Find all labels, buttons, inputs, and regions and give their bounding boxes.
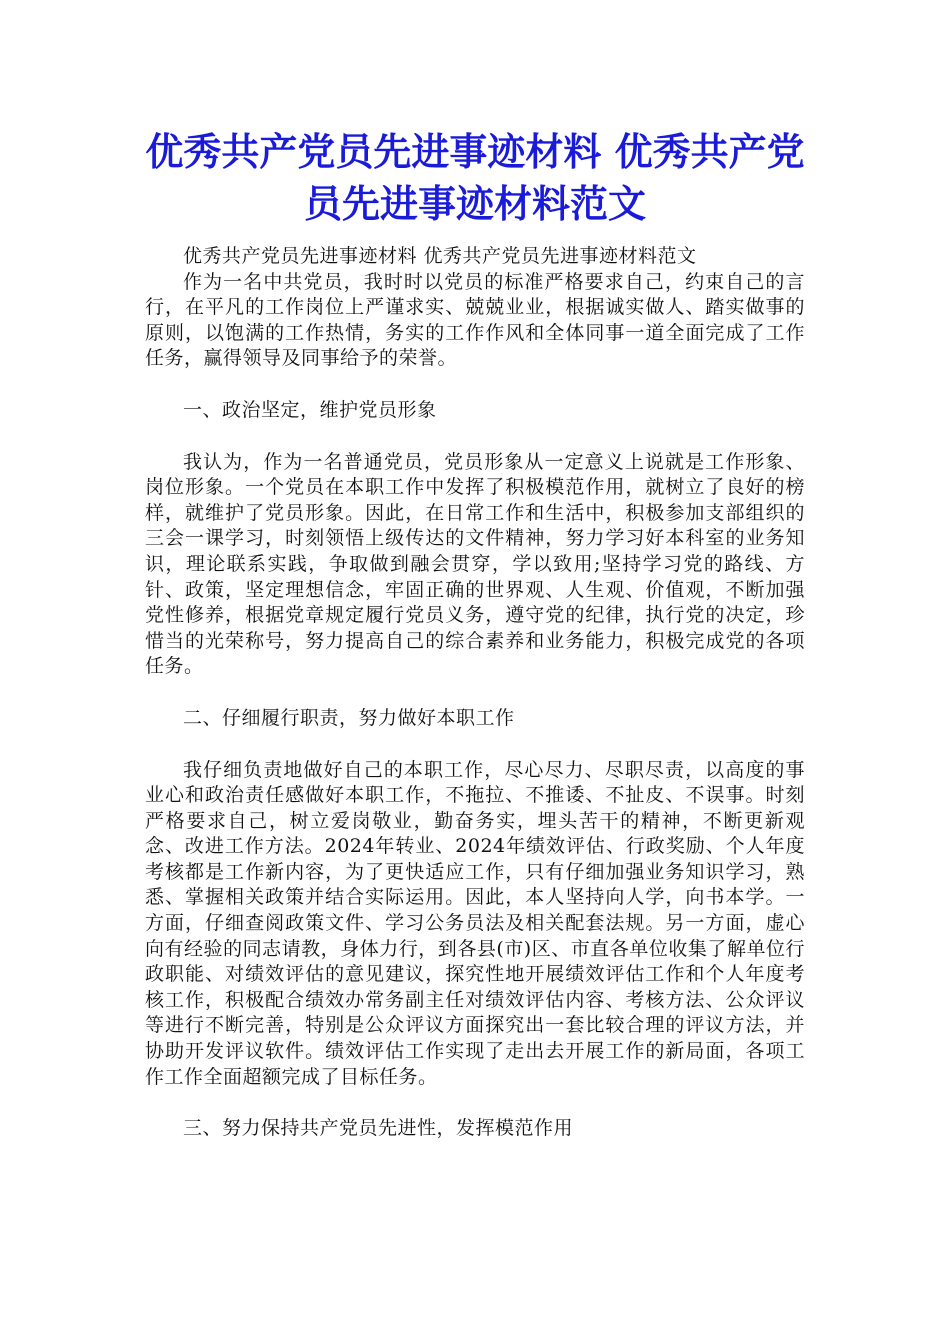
section-heading-1: 一、政治坚定，维护党员形象 — [183, 398, 437, 421]
intro-paragraph: 作为一名中共党员，我时时以党员的标准严格要求自己，约束自己的言行，在平凡的工作岗位上严谨求实、兢兢业业，根据诚实做人、踏实做事的原则，以饱满的工作热情，务实的工作作风和全体同事一道全面完成了工作任务，赢得领导及同事给予的荣誉。 — [145, 270, 805, 370]
section-paragraph-2: 我仔细负责地做好自己的本职工作，尽心尽力、尽职尽责，以高度的事业心和政治责任感做好本职工作，不拖拉、不推诿、不扯皮、不误事。时刻严格要求自己，树立爱岗敬业，勤奋务实，埋头苦干的精神，不断更新观念、改进工作方法。2024年转业、2024年绩效评估、行政奖励、个人年度考核都是工作新内容，为了更快适应工作，只有仔细加强业务知识学习，熟悉、掌握相关政策并结合实际运用。因此，本人坚持向人学，向书本学。一方面，仔细查阅政策文件、学习公务员法及相关配套法规。另一方面，虚心向有经验的同志请教，身体力行，到各县(市)区、市直各单位收集了解单位行政职能、对绩效评估的意见建议，探究性地开展绩效评估工作和个人年度考核工作，积极配合绩效办常务副主任对绩效评估内容、考核方法、公众评议等进行不断完善，特别是公众评议方面探究出一套比较合理的评议方法，并协助开发评议软件。绩效评估工作实现了走出去开展工作的新局面，各项工作工作全面超额完成了目标任务。 — [145, 758, 805, 1088]
section-paragraph-1: 我认为，作为一名普通党员，党员形象从一定意义上说就是工作形象、岗位形象。一个党员在本职工作中发挥了积极模范作用，就树立了良好的榜样，就维护了党员形象。因此，在日常工作和生活中，积极参加支部组织的三会一课学习，时刻领悟上级传达的文件精神，努力学习好本科室的业务知识，理论联系实践，争取做到融会贯穿，学以致用;坚持学习党的路线、方针、政策，坚定理想信念，牢固正确的世界观、人生观、价值观，不断加强党性修养，根据党章规定履行党员义务，遵守党的纪律，执行党的决定，珍惜当的光荣称号，努力提高自己的综合素养和业务能力，积极完成党的各项任务。 — [145, 450, 805, 678]
intro-line: 优秀共产党员先进事迹材料 优秀共产党员先进事迹材料范文 — [183, 245, 697, 267]
document-title: 优秀共产党员先进事迹材料 优秀共产党员先进事迹材料范文 — [145, 129, 805, 226]
section-heading-3: 三、努力保持共产党员先进性，发挥模范作用 — [183, 1117, 574, 1140]
document-body — [145, 244, 805, 1142]
section-heading-2: 二、仔细履行职责，努力做好本职工作 — [183, 706, 515, 729]
